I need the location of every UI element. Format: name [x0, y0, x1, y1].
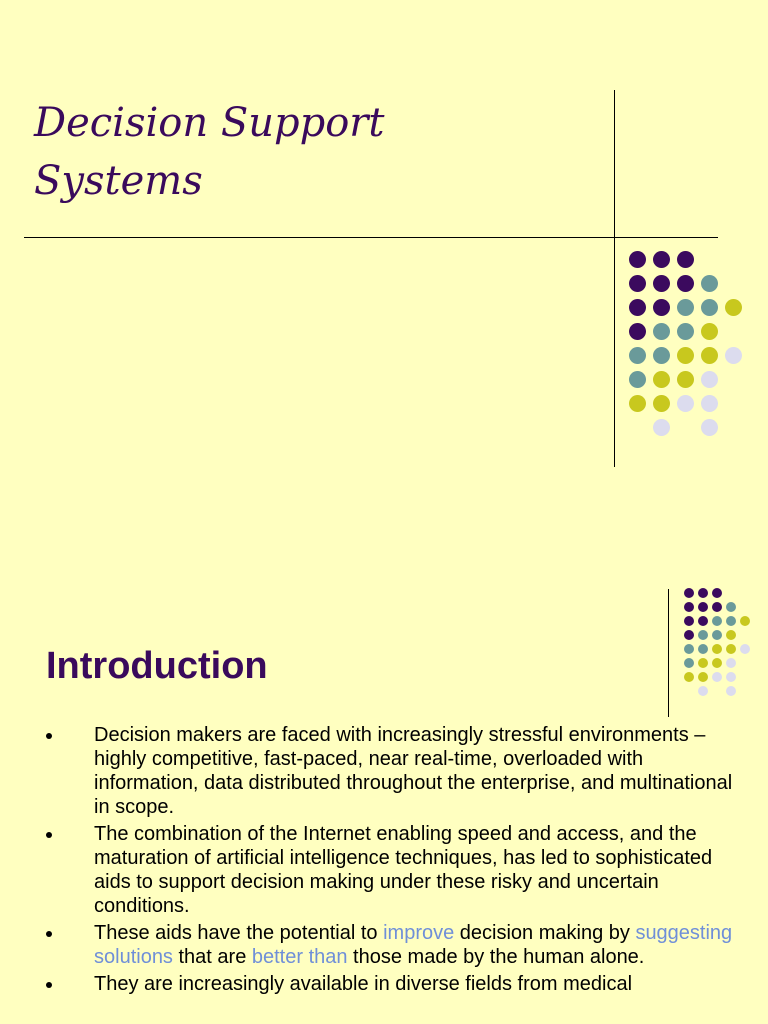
dot-purple [629, 323, 646, 340]
dot-lavender [698, 686, 708, 696]
bullet-text: They are increasingly available in diverse fields from medical [94, 973, 633, 995]
bullet-item [0, 972, 768, 996]
dot-purple [698, 616, 708, 626]
title-vertical-rule [614, 90, 615, 467]
dot-lavender [701, 371, 718, 388]
dot-teal [698, 630, 708, 640]
dot-yellow [726, 630, 736, 640]
dot-purple [629, 299, 646, 316]
slide-title-text [34, 94, 594, 210]
dot-lavender [653, 419, 670, 436]
highlight-suggesting-solutions: suggesting solutions [94, 922, 733, 968]
dot-purple [629, 251, 646, 268]
dot-lavender [712, 672, 722, 682]
title-line-2: Systems [34, 158, 203, 204]
dot-yellow [698, 658, 708, 668]
bullet-text-segment: that are [172, 946, 252, 968]
dot-lavender [726, 672, 736, 682]
slide-introduction [0, 512, 768, 1024]
dot-purple [684, 588, 694, 598]
dot-yellow [712, 658, 722, 668]
dot-teal [726, 616, 736, 626]
dot-lavender [726, 658, 736, 668]
dot-yellow [653, 371, 670, 388]
highlight-better-than: better than [251, 946, 348, 968]
dot-purple [653, 251, 670, 268]
dot-yellow [653, 395, 670, 412]
dot-teal [712, 630, 722, 640]
bullet-text-segment: decision making by [454, 922, 636, 944]
dot-teal [629, 371, 646, 388]
dot-purple [698, 602, 708, 612]
dot-lavender [740, 644, 750, 654]
dot-teal [684, 644, 694, 654]
dot-purple [684, 630, 694, 640]
bullet-dot-icon [46, 832, 52, 838]
title-line-1: Decision Support [34, 100, 385, 146]
bullet-dot-icon [46, 733, 52, 739]
highlight-improve: improve [383, 922, 455, 944]
dot-lavender [701, 395, 718, 412]
bullet-dot-icon [46, 931, 52, 937]
dot-yellow [725, 299, 742, 316]
bullet-text-segment: These aids have the potential to [94, 922, 384, 944]
dot-teal [698, 644, 708, 654]
dot-purple [684, 616, 694, 626]
bullet-item [0, 921, 768, 969]
dot-purple [698, 588, 708, 598]
dot-purple [629, 275, 646, 292]
dot-yellow [726, 644, 736, 654]
bullet-text: The combination of the Internet enabling speed and access, and the maturation of artificial intelligence techniques, has led to sophisticated aids to support decision making under these risky and uncertain conditions. [94, 823, 713, 917]
dot-teal [677, 323, 694, 340]
dot-lavender [701, 419, 718, 436]
bullet-text [94, 921, 734, 969]
slide-heading: Introduction [46, 645, 268, 687]
dot-yellow [698, 672, 708, 682]
dot-teal [677, 299, 694, 316]
dot-yellow [740, 616, 750, 626]
dot-yellow [684, 672, 694, 682]
bullet-list [0, 723, 768, 999]
dot-teal [712, 616, 722, 626]
dot-teal [629, 347, 646, 364]
dot-teal [684, 658, 694, 668]
dot-yellow [677, 371, 694, 388]
bullet-dot-icon [46, 982, 52, 988]
dot-purple [684, 602, 694, 612]
dot-yellow [677, 347, 694, 364]
dot-teal [653, 347, 670, 364]
dot-purple [712, 588, 722, 598]
bullet-text-segment: those made by the human alone. [347, 946, 645, 968]
dot-lavender [726, 686, 736, 696]
bullet-text: Decision makers are faced with increasingly stressful environments – highly competitive, fast-paced, near real-time, overloaded with information, data distributed throughout the enterprise, and multinational in scope. [94, 724, 733, 818]
dot-lavender [725, 347, 742, 364]
dot-purple [653, 299, 670, 316]
bullet-item [0, 822, 768, 918]
dot-yellow [712, 644, 722, 654]
dot-teal [726, 602, 736, 612]
dot-purple [677, 251, 694, 268]
dot-yellow [701, 323, 718, 340]
dot-purple [653, 275, 670, 292]
dot-teal [701, 275, 718, 292]
bullet-item [0, 723, 768, 819]
dot-teal [701, 299, 718, 316]
dot-yellow [701, 347, 718, 364]
dot-purple [677, 275, 694, 292]
heading-vertical-rule [668, 589, 669, 717]
dot-purple [712, 602, 722, 612]
dot-yellow [629, 395, 646, 412]
dot-lavender [677, 395, 694, 412]
dot-teal [653, 323, 670, 340]
